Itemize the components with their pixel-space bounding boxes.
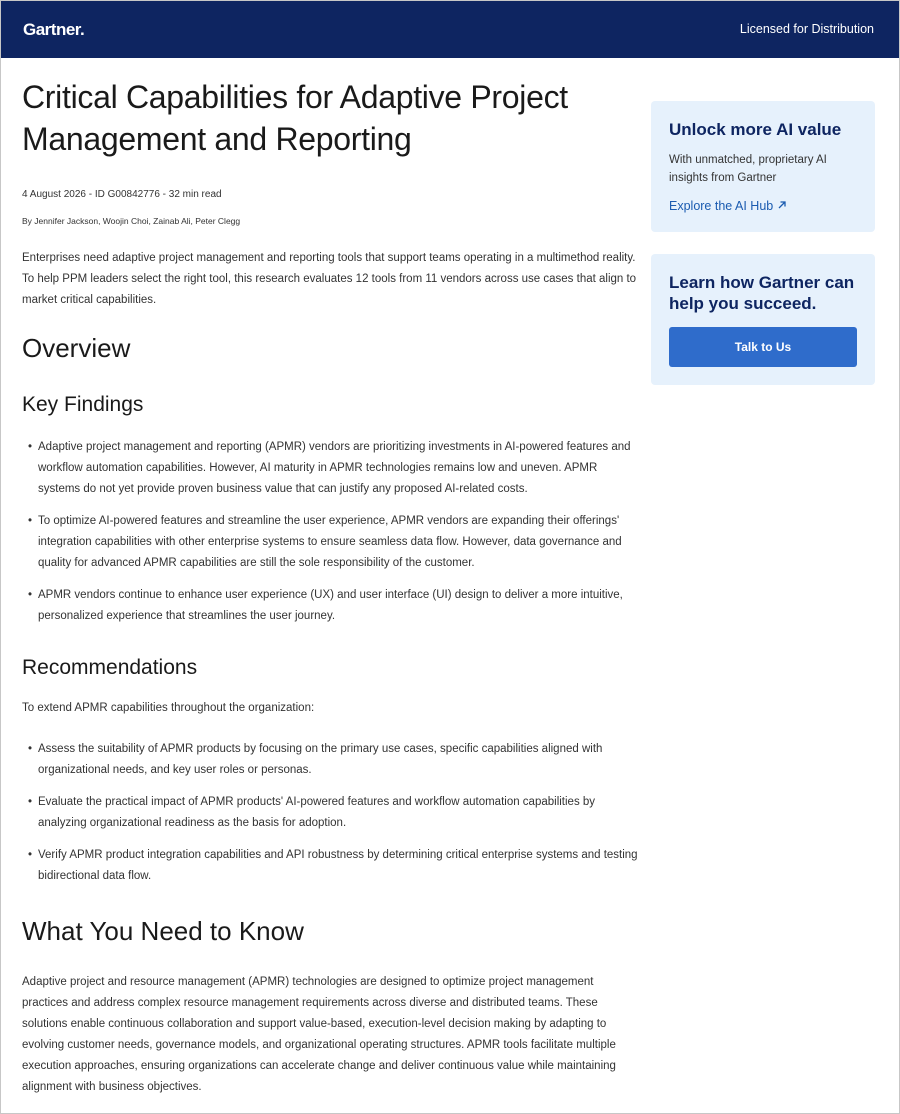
list-item: • Adaptive project management and reporting (APMR) vendors are prioritizing investments in AI-powered features and workflow automation capabilities. However, AI maturity in APMR technologies remains low and uneven. APMR systems do not yet provide proven business value that can justify any proposed AI-related costs.	[22, 437, 642, 500]
list-item: • APMR vendors continue to enhance user experience (UX) and user interface (UI) design to deliver a more intuitive, personalized experience that streamlines the user journey.	[22, 585, 642, 627]
logo-text: Gartner	[23, 20, 80, 39]
what-you-need-to-know-heading: What You Need to Know	[22, 916, 304, 946]
ai-card-title: Unlock more AI value	[669, 120, 842, 139]
article-meta: 4 August 2026 - ID G00842776 - 32 min read	[22, 189, 222, 200]
help-card	[651, 254, 875, 385]
help-card-title: Learn how Gartner can help you succeed.	[669, 273, 855, 313]
list-item: • Evaluate the practical impact of APMR products' AI-powered features and workflow automation capabilities by analyzing organizational readiness as the basis for adoption.	[22, 792, 642, 834]
explore-ai-hub-label: Explore the AI Hub	[669, 199, 774, 213]
recommendations-heading: Recommendations	[22, 656, 198, 679]
key-findings-list	[22, 437, 642, 638]
ai-value-card	[651, 101, 875, 232]
arrow-up-right-icon	[777, 199, 787, 213]
article-authors: By Jennifer Jackson, Woojin Choi, Zainab Ali, Peter Clegg	[22, 216, 241, 226]
licensed-label: Licensed for Distribution	[739, 22, 874, 36]
key-findings-heading: Key Findings	[22, 393, 144, 416]
top-header	[1, 1, 899, 58]
logo-dot: .	[79, 20, 85, 39]
ai-card-body: With unmatched, proprietary AI insights from Gartner	[669, 154, 827, 184]
recommendations-list	[22, 739, 642, 898]
what-you-need-to-know-text: Adaptive project and resource management (APMR) technologies are designed to optimize project management practices and address complex resource management requirements across diverse and distributed teams. These solutions enable continuous collaboration and support value-based, execution-level decision making by adapting to evolving customer needs, governance models, and organizational operating structures. APMR tools facilitate multiple execution approaches, ensuring organizations can accelerate change and deliver continuous value while maintaining alignment with business objectives.	[22, 976, 616, 1093]
list-item: • Verify APMR product integration capabilities and API robustness by determining critical enterprise systems and testing bidirectional data flow.	[22, 845, 642, 887]
gartner-logo[interactable]	[23, 20, 84, 40]
list-item: • Assess the suitability of APMR products by focusing on the primary use cases, specific capabilities aligned with organizational needs, and key user roles or personas.	[22, 739, 642, 781]
explore-ai-hub-link[interactable]	[669, 199, 787, 213]
talk-to-us-button[interactable]: Talk to Us	[669, 327, 857, 367]
overview-heading: Overview	[22, 333, 131, 363]
recommendations-intro: To extend APMR capabilities throughout the organization:	[22, 702, 315, 714]
page-title: Critical Capabilities for Adaptive Project Management and Reporting	[22, 79, 568, 157]
article-summary: Enterprises need adaptive project management and reporting tools that support teams operating in a multimethod reality. To help PPM leaders select the right tool, this research evaluates 12 tools from 11 vendors across use cases that align to market critical capabilities.	[22, 252, 637, 306]
list-item: • To optimize AI-powered features and streamline the user experience, APMR vendors are expanding their offerings' integration capabilities with other enterprise systems to ensure seamless data flow. However, data governance and quality for advanced APMR capabilities are still the sole responsibility of the customer.	[22, 511, 642, 574]
